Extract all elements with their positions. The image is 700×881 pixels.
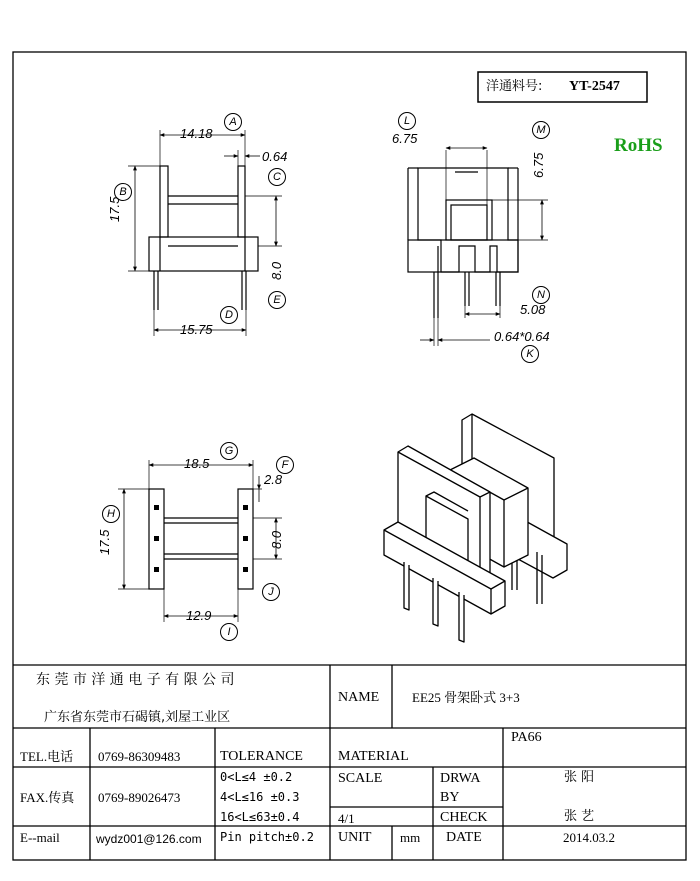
email-value: wydz001@126.com (96, 832, 202, 846)
email-label: E--mail (20, 830, 60, 845)
tolerance-line-3: 16<L≤63±0.4 (220, 810, 300, 824)
tolerance-line-4: Pin pitch±0.2 (220, 830, 314, 844)
date-value: 2014.03.2 (563, 830, 615, 845)
dim-f-tag: F (276, 456, 294, 474)
tolerance-label: TOLERANCE (220, 749, 303, 764)
dim-i-tag: I (220, 623, 238, 641)
dim-h-value: 17.5 (97, 529, 112, 555)
unit-label: UNIT (338, 830, 372, 845)
sheet-border (13, 52, 686, 860)
dim-a-tag: A (224, 113, 242, 131)
check-value: 张 艺 (564, 809, 595, 824)
dim-n-value: 5.08 (520, 302, 546, 317)
tel-label: TEL.电话 (20, 749, 74, 764)
tel-value: 0769-86309483 (98, 749, 181, 764)
tolerance-line-1: 0<L≤4 ±0.2 (220, 770, 293, 784)
dim-i-value: 12.9 (186, 608, 212, 623)
dim-a-value: 14.18 (180, 126, 213, 141)
drawn-by-label-2: BY (440, 790, 460, 805)
unit-value: mm (400, 830, 421, 845)
dim-g-tag: G (220, 442, 238, 460)
date-label: DATE (446, 830, 482, 845)
dim-k-tag: K (521, 345, 539, 363)
drawn-by-value: 张 阳 (564, 770, 595, 785)
part-number-label: 洋通料号: (486, 79, 543, 94)
material-label: MATERIAL (338, 749, 409, 764)
rohs-mark: RoHS (614, 135, 663, 156)
part-name-value: EE25 骨架卧式 3+3 (412, 690, 520, 705)
dim-d-tag: D (220, 306, 238, 324)
fax-label: FAX.传真 (20, 790, 75, 805)
tolerance-line-2: 4<L≤16 ±0.3 (220, 790, 300, 804)
company-name: 东 莞 市 洋 通 电 子 有 限 公 司 (36, 672, 235, 688)
dim-e-tag: E (268, 291, 286, 309)
part-number-value: YT-2547 (569, 79, 620, 94)
fax-value: 0769-89026473 (98, 790, 181, 805)
dim-f-value: 2.8 (264, 472, 283, 487)
dim-d-value: 15.75 (180, 322, 213, 337)
dim-b-value: 17.5 (107, 196, 122, 222)
check-label: CHECK (440, 810, 488, 825)
material-value: PA66 (511, 730, 542, 745)
dim-e-value: 8.0 (269, 261, 284, 280)
dim-k-value: 0.64*0.64 (494, 329, 550, 344)
dim-j-value: 8.0 (269, 530, 284, 549)
scale-value: 4/1 (338, 811, 355, 826)
dim-m-value: 6.75 (531, 152, 546, 178)
dim-l-tag: L (398, 112, 416, 130)
dim-j-tag: J (262, 583, 280, 601)
name-label: NAME (338, 690, 380, 705)
dim-n-tag: N (532, 286, 550, 304)
dim-h-tag: H (102, 505, 120, 523)
dim-c-value: 0.64 (262, 149, 288, 164)
dim-c-tag: C (268, 168, 286, 186)
dim-m-tag: M (532, 121, 550, 139)
dim-g-value: 18.5 (184, 456, 210, 471)
company-address: 广东省东莞市石碣镇,刘屋工业区 (44, 710, 231, 725)
drawn-by-label-1: DRWA (440, 771, 481, 786)
front-view (128, 130, 282, 336)
scale-label: SCALE (338, 771, 383, 786)
bottom-view (118, 460, 282, 622)
dim-l-value: 6.75 (392, 131, 418, 146)
isometric-view (384, 414, 567, 642)
dim-b-tag: B (114, 183, 132, 201)
